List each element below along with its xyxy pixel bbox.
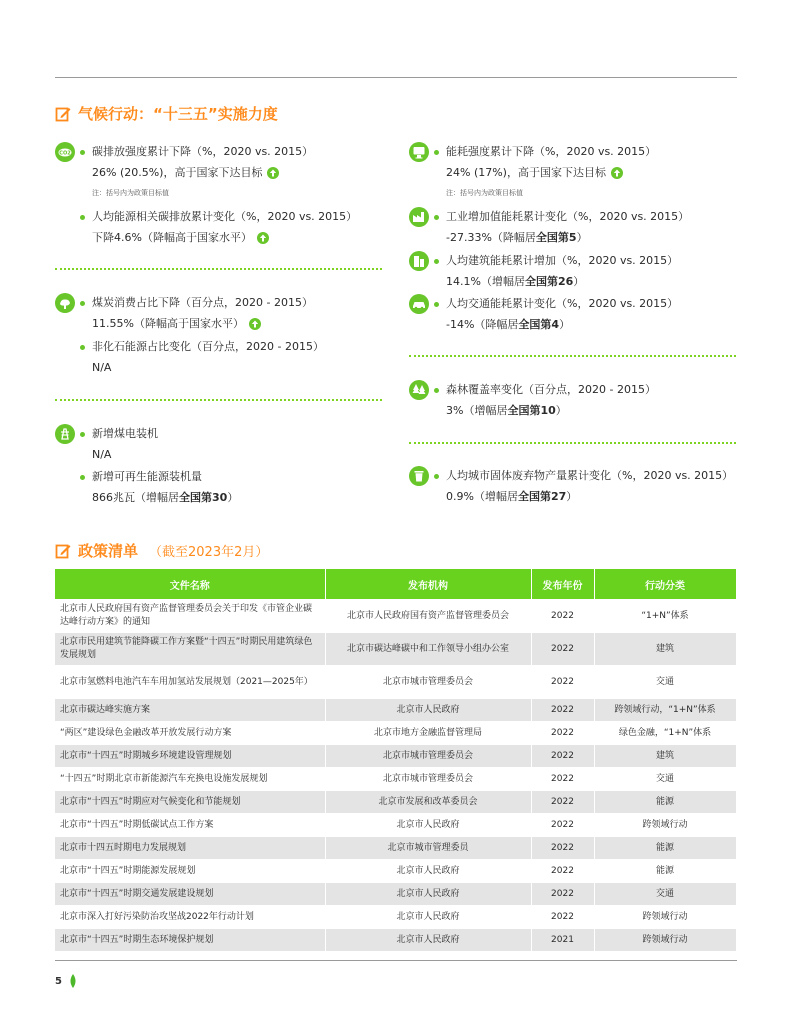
cell-category: 绿色金融，“1+N”体系: [594, 722, 736, 745]
metric-value: 866兆瓦（增幅居 全国第30 ）: [92, 491, 239, 504]
column-header: 发布机构: [325, 569, 531, 600]
cell-year: 2021: [531, 929, 594, 952]
cell-year: 2022: [531, 699, 594, 722]
cell-year: 2022: [531, 837, 594, 860]
metric-transport-energy: [434, 296, 678, 333]
metric-label: 新增煤电装机: [92, 427, 158, 440]
metric-label: 非化石能源占比变化（百分点，2020 - 2015）: [92, 340, 324, 353]
metric-coal-share: [80, 295, 313, 332]
metric-label: 煤炭消费占比下降（百分点，2020 - 2015）: [92, 296, 313, 309]
cell-document-name: 北京市人民政府国有资产监督管理委员会关于印发《市管企业碳达峰行动方案》的通知: [55, 600, 325, 633]
metric-label: 人均城市固体废弃物产量累计变化（%，2020 vs. 2015）: [446, 469, 734, 482]
cell-category: 交通: [594, 666, 736, 699]
cell-document-name: 北京市“十四五”时期能源发展规划: [55, 860, 325, 883]
metric-forest: [434, 382, 656, 419]
cell-issuer: 北京市人民政府: [325, 860, 531, 883]
table-row: [55, 883, 736, 906]
cell-document-name: 北京市深入打好污染防治攻坚战2022年行动计划: [55, 906, 325, 929]
metric-new-renewable: [80, 469, 238, 506]
cell-document-name: “十四五”时期北京市新能源汽车充换电设施发展规划: [55, 768, 325, 791]
metric-note: 注：括号内为政策目标值: [446, 189, 523, 197]
cell-issuer: 北京市地方金融监督管理局: [325, 722, 531, 745]
column-header: 文件名称: [55, 569, 325, 600]
cell-document-name: 北京市“十四五”时期应对气候变化和节能规划: [55, 791, 325, 814]
co2-icon: [55, 142, 75, 162]
svg-text:CO2: CO2: [59, 150, 71, 157]
cell-document-name: 北京市碳达峰实施方案: [55, 699, 325, 722]
metric-label: 森林覆盖率变化（百分点，2020 - 2015）: [446, 383, 656, 396]
metric-label: 碳排放强度累计下降（%，2020 vs. 2015）: [92, 145, 314, 158]
table-row: [55, 837, 736, 860]
section-title: 政策清单: [78, 542, 139, 560]
cell-category: 跨领域行动: [594, 814, 736, 837]
cell-category: 交通: [594, 883, 736, 906]
column-header: 发布年份: [531, 569, 594, 600]
cell-category: 能源: [594, 837, 736, 860]
cell-category: 交通: [594, 768, 736, 791]
cell-issuer: 北京市城市管理委员会: [325, 745, 531, 768]
cell-category: 跨领域行动: [594, 906, 736, 929]
table-row: [55, 633, 736, 666]
cell-year: 2022: [531, 860, 594, 883]
cell-issuer: 北京市人民政府: [325, 883, 531, 906]
cell-year: 2022: [531, 906, 594, 929]
cell-document-name: 北京市氢燃料电池汽车车用加氢站发展规划（2021—2025年）: [55, 666, 325, 699]
section-subtitle: （截至2023年2月）: [149, 545, 269, 560]
table-row: [55, 929, 736, 952]
cell-category: 建筑: [594, 745, 736, 768]
coal-icon: [55, 293, 75, 313]
column-header: 行动分类: [594, 569, 736, 600]
cell-year: 2022: [531, 768, 594, 791]
monitor-energy-icon: [409, 142, 429, 162]
dotted-divider: [409, 442, 736, 444]
cell-document-name: 北京市“十四五”时期低碳试点工作方案: [55, 814, 325, 837]
forest-icon: [409, 380, 429, 400]
metric-per-capita-carbon: [80, 209, 357, 246]
cell-issuer: 北京市发展和改革委员会: [325, 791, 531, 814]
cell-issuer: 北京市人民政府: [325, 929, 531, 952]
arrow-up-icon: [257, 232, 269, 244]
table-row: [55, 666, 736, 699]
table-row: [55, 745, 736, 768]
metric-value: -27.33%（降幅居 全国第5 ）: [446, 231, 588, 244]
metric-note: 注：括号内为政策目标值: [92, 189, 169, 197]
car-icon: [409, 294, 429, 314]
metric-energy-intensity: [434, 144, 656, 201]
metric-label: 人均能源相关碳排放累计变化（%，2020 vs. 2015）: [92, 210, 358, 223]
table-header-row: [55, 569, 736, 600]
edit-icon: [55, 543, 71, 559]
metric-value: 26% (20.5%)，高于国家下达目标: [92, 166, 263, 179]
edit-icon: [55, 106, 71, 122]
section-title: 气候行动：“十三五”实施力度: [78, 105, 278, 123]
cell-category: 跨领域行动，“1+N”体系: [594, 699, 736, 722]
cell-year: 2022: [531, 600, 594, 633]
arrow-up-icon: [611, 167, 623, 179]
cell-category: 跨领域行动: [594, 929, 736, 952]
table-row: [55, 699, 736, 722]
cell-issuer: 北京市城市管理委员会: [325, 666, 531, 699]
table-row: [55, 600, 736, 633]
cell-year: 2022: [531, 722, 594, 745]
metric-value: 24% (17%)，高于国家下达目标: [446, 166, 606, 179]
cell-document-name: 北京市“十四五”时期交通发展建设规划: [55, 883, 325, 906]
dotted-divider: [55, 399, 382, 401]
cell-issuer: 北京市人民政府国有资产监督管理委员会: [325, 600, 531, 633]
cell-issuer: 北京市城市管理委员会: [325, 768, 531, 791]
metric-label: 工业增加值能耗累计变化（%，2020 vs. 2015）: [446, 210, 690, 223]
dotted-divider: [55, 268, 382, 270]
metric-label: 能耗强度累计下降（%，2020 vs. 2015）: [446, 145, 657, 158]
table-row: [55, 722, 736, 745]
cell-year: 2022: [531, 745, 594, 768]
cell-document-name: 北京市民用建筑节能降碳工作方案暨“十四五”时期民用建筑绿色发展规划: [55, 633, 325, 666]
cell-year: 2022: [531, 791, 594, 814]
cell-category: “1+N”体系: [594, 600, 736, 633]
metric-building-energy: [434, 253, 678, 290]
section-heading-climate: [55, 103, 278, 124]
metric-label: 人均交通能耗累计变化（%，2020 vs. 2015）: [446, 297, 679, 310]
cell-category: 能源: [594, 860, 736, 883]
cell-issuer: 北京市人民政府: [325, 699, 531, 722]
table-row: [55, 814, 736, 837]
metric-solid-waste: [434, 468, 733, 505]
top-divider: [55, 77, 737, 78]
trash-bin-icon: [409, 466, 429, 486]
cell-issuer: 北京市城市管理委员: [325, 837, 531, 860]
policy-table: [55, 569, 737, 951]
bottom-divider: [55, 960, 737, 961]
cell-year: 2022: [531, 633, 594, 666]
cell-category: 建筑: [594, 633, 736, 666]
metric-value: 11.55%（降幅高于国家水平）: [92, 317, 244, 330]
metric-label: 新增可再生能源装机量: [92, 470, 202, 483]
leaf-icon: [68, 974, 78, 988]
section-heading-policy: [55, 540, 268, 561]
cell-year: 2022: [531, 666, 594, 699]
metric-value: N/A: [92, 448, 112, 461]
building-icon: [409, 251, 429, 271]
metric-value: -14%（降幅居 全国第4 ）: [446, 318, 571, 331]
cell-document-name: 北京市十四五时期电力发展规划: [55, 837, 325, 860]
metric-value: 3%（增幅居 全国第10 ）: [446, 404, 567, 417]
dotted-divider: [409, 355, 736, 357]
metric-value: 下降4.6%（降幅高于国家水平）: [92, 231, 252, 244]
table-row: [55, 768, 736, 791]
cell-year: 2022: [531, 814, 594, 837]
metric-industrial-energy: [434, 209, 689, 246]
table-row: [55, 791, 736, 814]
cell-document-name: 北京市“十四五”时期城乡环境建设管理规划: [55, 745, 325, 768]
cell-category: 能源: [594, 791, 736, 814]
cell-document-name: 北京市“十四五”时期生态环境保护规划: [55, 929, 325, 952]
factory-icon: [409, 207, 429, 227]
page-number: 5: [55, 976, 62, 987]
cell-document-name: “两区”建设绿色金融改革开放发展行动方案: [55, 722, 325, 745]
metric-nonfossil-share: [80, 339, 324, 376]
cell-issuer: 北京市人民政府: [325, 814, 531, 837]
cell-issuer: 北京市人民政府: [325, 906, 531, 929]
metric-carbon-intensity: [80, 144, 313, 201]
cell-issuer: 北京市碳达峰碳中和工作领导小组办公室: [325, 633, 531, 666]
arrow-up-icon: [249, 318, 261, 330]
arrow-up-icon: [267, 167, 279, 179]
metric-label: 人均建筑能耗累计增加（%，2020 vs. 2015）: [446, 254, 679, 267]
metric-value: N/A: [92, 361, 112, 374]
table-row: [55, 860, 736, 883]
cell-year: 2022: [531, 883, 594, 906]
table-row: [55, 906, 736, 929]
power-plant-icon: [55, 424, 75, 444]
metric-value: 14.1%（增幅居 全国第26 ）: [446, 275, 585, 288]
metric-new-coal: [80, 426, 158, 463]
metric-value: 0.9%（增幅居 全国第27 ）: [446, 490, 578, 503]
